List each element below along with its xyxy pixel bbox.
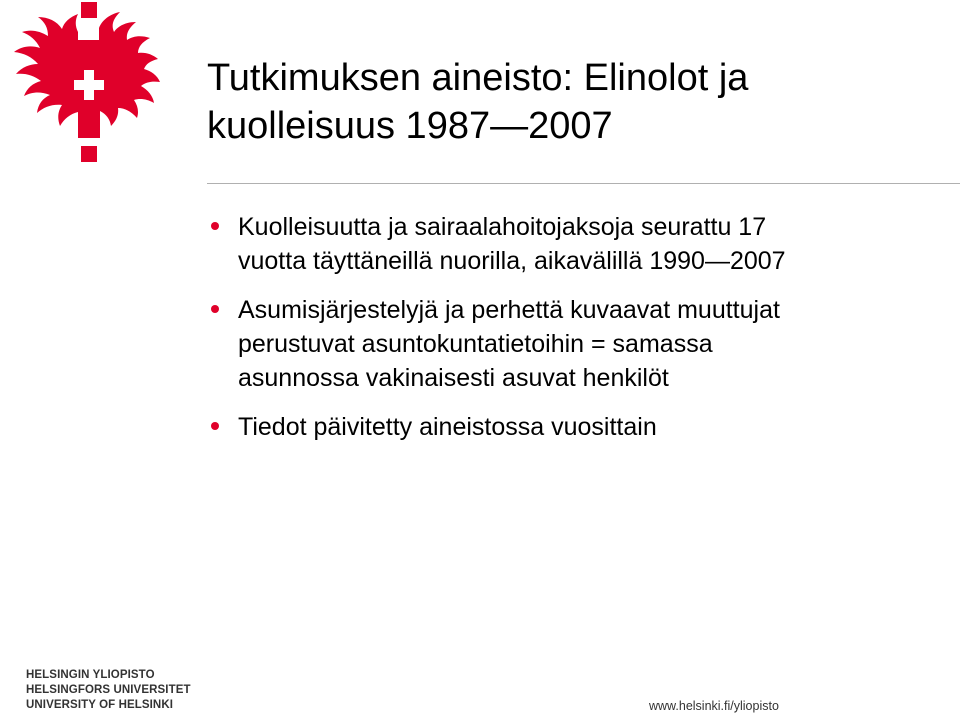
university-flame-logo-icon bbox=[0, 0, 190, 170]
university-name-english: UNIVERSITY OF HELSINKI bbox=[26, 699, 174, 711]
bullet-dot bbox=[211, 422, 219, 430]
bullet-list bbox=[211, 210, 911, 459]
slide-title bbox=[207, 54, 927, 150]
bullet-text-line: perustuvat asuntokuntatietoihin = samassa bbox=[238, 330, 713, 358]
slide-title-line-1: Tutkimuksen aineisto: Elinolot ja bbox=[207, 57, 749, 99]
bullet-dot bbox=[211, 222, 219, 230]
bullet-text-line: Asumisjärjestelyjä ja perhettä kuvaavat muuttujat bbox=[238, 296, 780, 324]
slide-title-line-2: kuolleisuus 1987—2007 bbox=[207, 105, 613, 147]
bullet-text-line: asunnossa vakinaisesti asuvat henkilöt bbox=[238, 364, 669, 392]
university-name-block bbox=[26, 668, 191, 713]
title-divider bbox=[207, 183, 960, 184]
bullet-item-living-arrangements bbox=[211, 293, 911, 395]
bullet-text-line: vuotta täyttäneillä nuorilla, aikavälillä 1990—2007 bbox=[238, 247, 786, 275]
bullet-item-annual-update bbox=[211, 410, 911, 444]
bullet-item-follow-up bbox=[211, 210, 911, 278]
bullet-dot bbox=[211, 305, 219, 313]
university-name-swedish: HELSINGFORS UNIVERSITET bbox=[26, 684, 191, 696]
bullet-text-line: Kuolleisuutta ja sairaalahoitojaksoja seurattu 17 bbox=[238, 213, 767, 241]
university-name-finnish: HELSINGIN YLIOPISTO bbox=[26, 669, 155, 681]
footer-url: www.helsinki.fi/yliopisto bbox=[649, 699, 779, 713]
bullet-text-line: Tiedot päivitetty aineistossa vuosittain bbox=[238, 413, 657, 441]
